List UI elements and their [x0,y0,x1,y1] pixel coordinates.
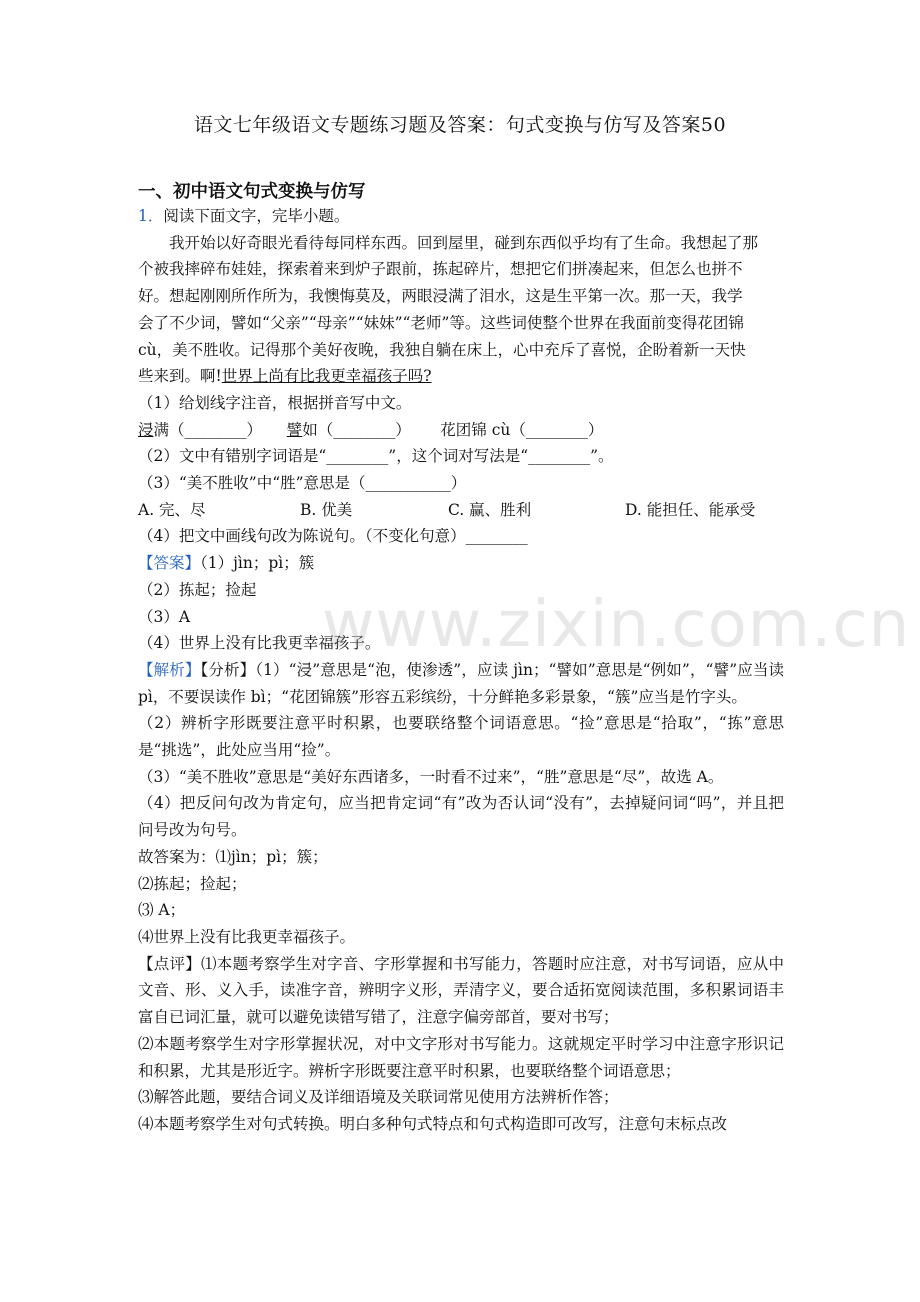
analysis-paragraph-3: （3）“美不胜收”意思是“美好东西诸多，一时看不过来”，“胜”意思是“尽”，故选 A。 [138,767,724,786]
passage-line: 好。想起刚刚所作所为，我懊悔莫及，两眼浸满了泪水，这是生平第一次。那一天，我学 [138,287,743,306]
sub-question-4: （4）把文中画线句改为陈说句。（不变化句意）________ [138,527,528,546]
question-number: 1． [138,207,164,225]
analysis-tag: 【解析】 [138,660,201,679]
answer-options [138,497,784,524]
passage-line: cù，美不胜收。记得那个美好夜晚，我独自躺在床上，心中充斥了喜悦，企盼着新一天快 [138,340,746,359]
pinyin-target-1: 浸 [138,420,154,439]
item-2-rest: 如（________） [302,420,411,439]
sub-question-1: （1）给划线字注音，根据拼音写中文。 [138,393,412,412]
passage-last-prefix: 些来到。啊! [138,367,222,386]
answer-tag: 【答案】 [138,554,201,573]
answer-line-3: （3）A [138,607,191,626]
option-d: D. 能担任、能承受 [625,500,756,519]
summary-line-1: 故答案为：⑴jìn；pì；簇； [138,847,328,866]
analysis-paragraph-4: （4）把反问句改为肯定句，应当把肯定词“有”改为否认词“没有”，去掉疑问词“吗”，并且把问号改为句号。 [138,794,784,840]
answer-line-4: （4）世界上没有比我更幸福孩子。 [138,634,381,653]
passage-line: 个被我摔碎布娃娃，探索着来到炉子跟前，拣起碎片，想把它们拼凑起来，但怎么也拼不 [138,260,743,279]
document-title: 语文七年级语文专题练习题及答案：句式变换与仿写及答案50 [193,114,727,136]
comment-paragraph-3: ⑶解答此题，要结合词义及详细语境及关联词常见使用方法辨析作答； [138,1088,619,1107]
sub-question-3: （3）“美不胜收”中“胜”意思是（___________） [138,474,467,493]
passage-line: 会了不少词，譬如“父亲”“母亲”“妹妹”“老师”等。这些词使整个世界在我面前变得花团锦 [138,313,744,332]
answer-line-2: （2）拣起；捡起 [138,580,257,599]
passage-line: 我开始以好奇眼光看待每同样东西。回到屋里，碰到东西似乎均有了生命。我想起了那 [169,233,759,252]
item-3: 花团锦 cù（________） [440,420,604,439]
question-prompt-text: 阅读下面文字，完毕小题。 [163,207,350,225]
passage-line-last [138,363,784,390]
option-a: A. 完、尽 [138,500,206,519]
answer-text-1: （1）jìn；pì；簇 [200,554,315,573]
comment-paragraph-2: ⑵本题考察学生对字形掌握状况，对中文字形对书写能力。这就规定平时学习中注意字形识记和积累，尤其是形近字。辨析字形既要注意平时积累，也要联络整个词语意思； [138,1034,784,1080]
comment-paragraph-4: ⑷本题考察学生对句式转换。明白多种句式特点和句式构造即可改写，注意句末标点改 [138,1114,728,1133]
sub-question-2: （2）文中有错别字词语是“________”，这个词对写法是“________”。 [138,447,614,466]
analysis-paragraph-1 [138,657,784,710]
comment-paragraph-1: 【点评】⑴本题考察学生对字音、字形掌握和书写能力，答题时应注意，对书写词语，应从中文音、形、义入手，读准字音，辨明字义形，弄清字义，要合适拓宽阅读范围，多积累词语丰富自已词汇量，就可以避免读错写错了，注意字偏旁部首，要对书写； [138,954,784,1027]
analysis-text-1: 【分析】（1）“浸”意思是“泡，使渗透”，应读 jìn；“譬如”意思是“例如”，“譬”应当读 pì，不要误读作 bì；“花团锦簇”形容五彩缤纷，十分鲜艳多彩景象，“簇”应当是竹字头。 [138,660,784,706]
analysis-paragraph-2: （2）辨析字形既要注意平时积累，也要联络整个词语意思。“捡”意思是“拾取”，“拣”意思是“挑选”，此处应当用“捡”。 [138,714,784,760]
option-c: C. 赢、胜利 [448,500,532,519]
watermark: www.zixin.com.cn [322,588,911,662]
summary-line-2: ⑵拣起；捡起； [138,874,247,893]
document-body [138,203,784,1138]
summary-line-3: ⑶ A； [138,901,186,920]
sub-question-1-items [138,417,784,444]
question-prompt [138,203,784,230]
item-1-rest: 满（________） [153,420,263,439]
option-b: B. 优美 [300,500,353,519]
pinyin-target-2: 譬 [286,420,303,439]
answer-line-1 [138,550,784,577]
underlined-sentence: 世界上尚有比我更幸福孩子吗? [221,367,432,386]
section-heading: 一、初中语文句式变换与仿写 [138,182,366,202]
summary-line-4: ⑷世界上没有比我更幸福孩子。 [138,927,356,946]
